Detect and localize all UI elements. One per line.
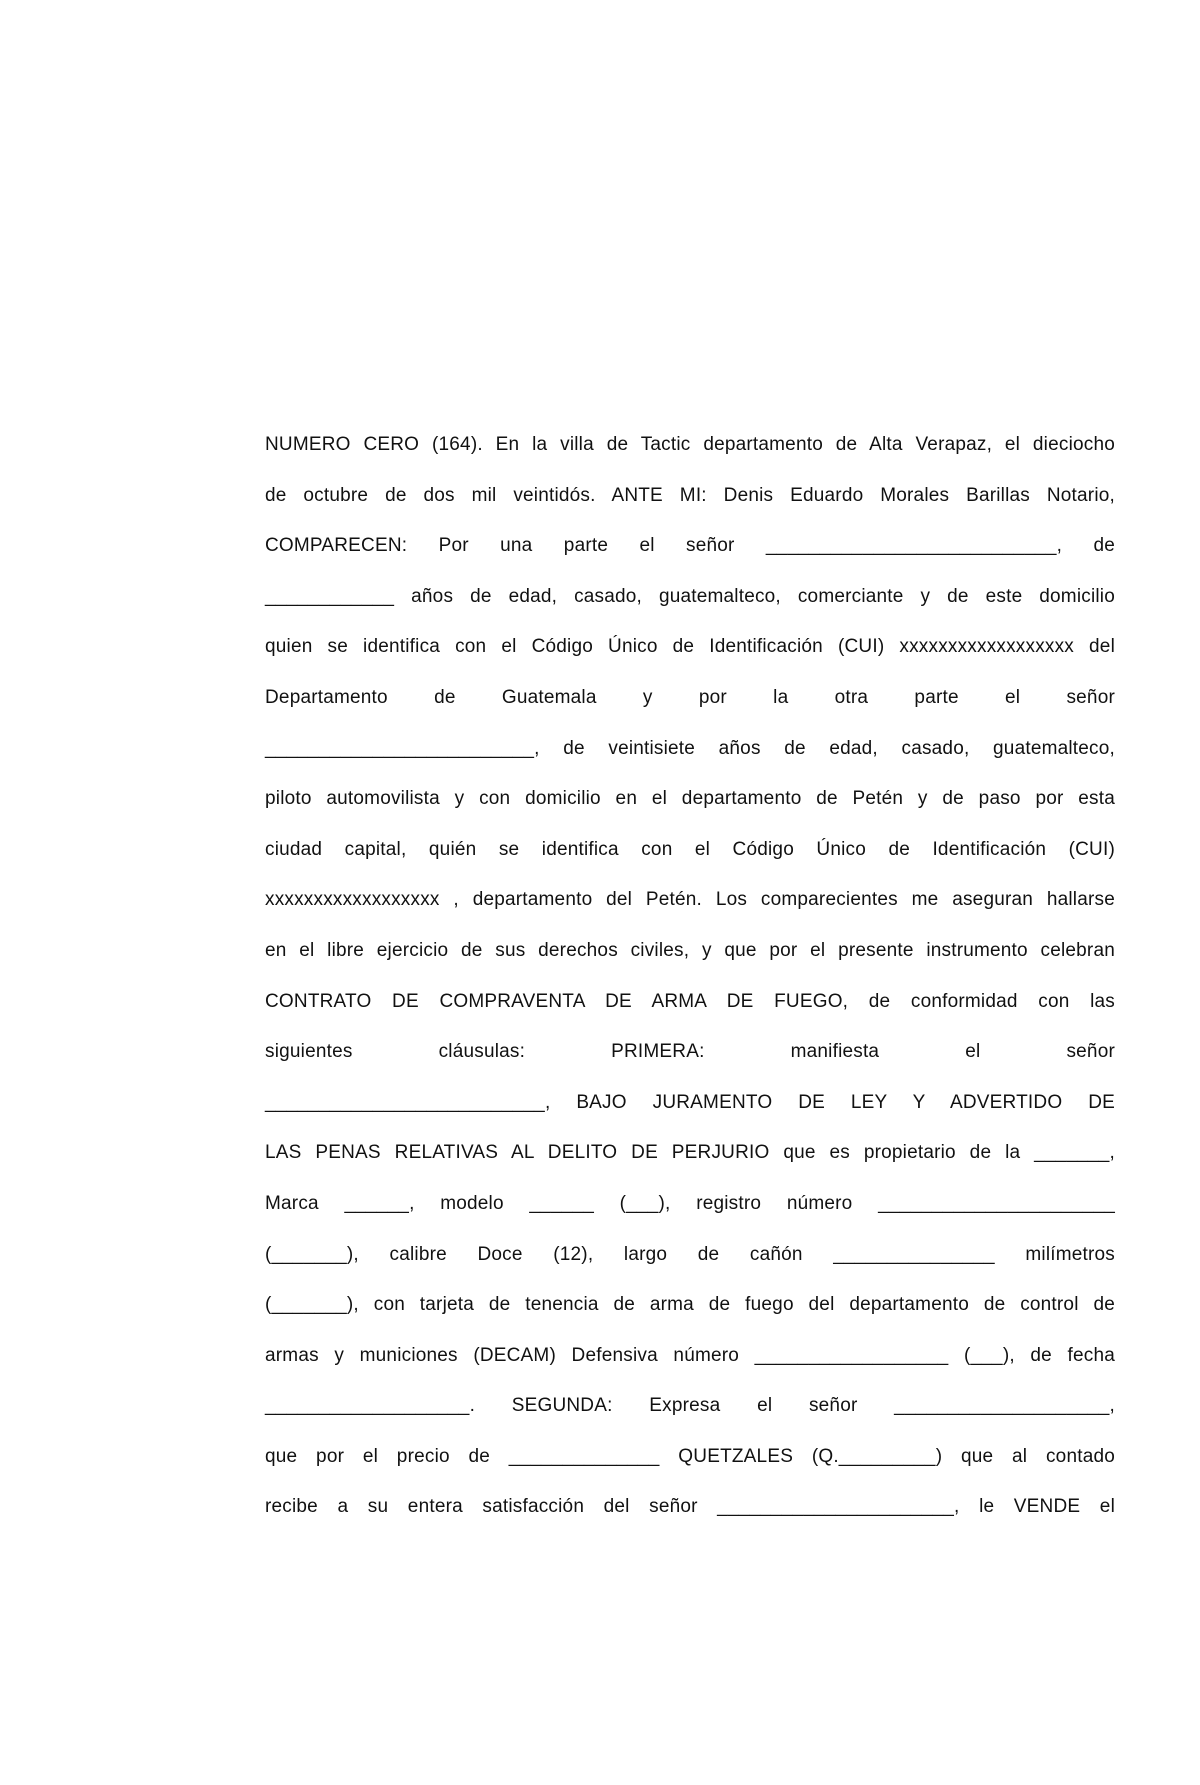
text-line: NUMERO CERO (164). En la villa de Tactic departamento de Alta Verapaz, el dieciocho	[265, 434, 1115, 455]
text-line: CONTRATO DE COMPRAVENTA DE ARMA DE FUEGO, de conformidad con las	[265, 990, 1115, 1012]
text-line: ciudad capital, quién se identifica con el Código Único de Identificación (CUI)	[265, 838, 1115, 860]
text-line: LAS PENAS RELATIVAS AL DELITO DE PERJURIO que es propietario de la _______,	[265, 1142, 1115, 1164]
text-line: armas y municiones (DECAM) Defensiva número __________________ (___), de fecha	[265, 1344, 1115, 1366]
text-line: que por el precio de ______________ QUETZALES (Q._________) que al contado	[265, 1445, 1115, 1467]
text-line: (_______), con tarjeta de tenencia de arma de fuego del departamento de control de	[265, 1294, 1115, 1316]
text-line: quien se identifica con el Código Único de Identificación (CUI) xxxxxxxxxxxxxxxxxx del	[265, 636, 1115, 658]
text-line: recibe a su entera satisfacción del señor ______________________, le VENDE el	[265, 1496, 1115, 1518]
text-line: xxxxxxxxxxxxxxxxxx , departamento del Petén. Los comparecientes me aseguran hallarse	[265, 889, 1115, 911]
text-line: COMPARECEN: Por una parte el señor ___________________________, de	[265, 535, 1115, 557]
text-line: __________________________, BAJO JURAMENTO DE LEY Y ADVERTIDO DE	[265, 1091, 1115, 1113]
text-line: siguientes cláusulas: PRIMERA: manifiesta el señor	[265, 1041, 1115, 1063]
text-line: Departamento de Guatemala y por la otra parte el señor	[265, 686, 1115, 708]
text-line: ___________________. SEGUNDA: Expresa el señor ____________________,	[265, 1395, 1115, 1417]
contract-body	[265, 428, 1115, 1541]
text-line: piloto automovilista y con domicilio en el departamento de Petén y de paso por esta	[265, 788, 1115, 810]
text-line: en el libre ejercicio de sus derechos civiles, y que por el presente instrumento celebran	[265, 939, 1115, 961]
text-line: de octubre de dos mil veintidós. ANTE MI: Denis Eduardo Morales Barillas Notario,	[265, 484, 1115, 506]
text-line: _________________________, de veintisiete años de edad, casado, guatemalteco,	[265, 737, 1115, 759]
text-line: ____________ años de edad, casado, guatemalteco, comerciante y de este domicilio	[265, 585, 1115, 607]
text-line: Marca ______, modelo ______ (___), registro número ______________________	[265, 1192, 1115, 1214]
text-line: (_______), calibre Doce (12), largo de cañón _______________ milímetros	[265, 1243, 1115, 1265]
